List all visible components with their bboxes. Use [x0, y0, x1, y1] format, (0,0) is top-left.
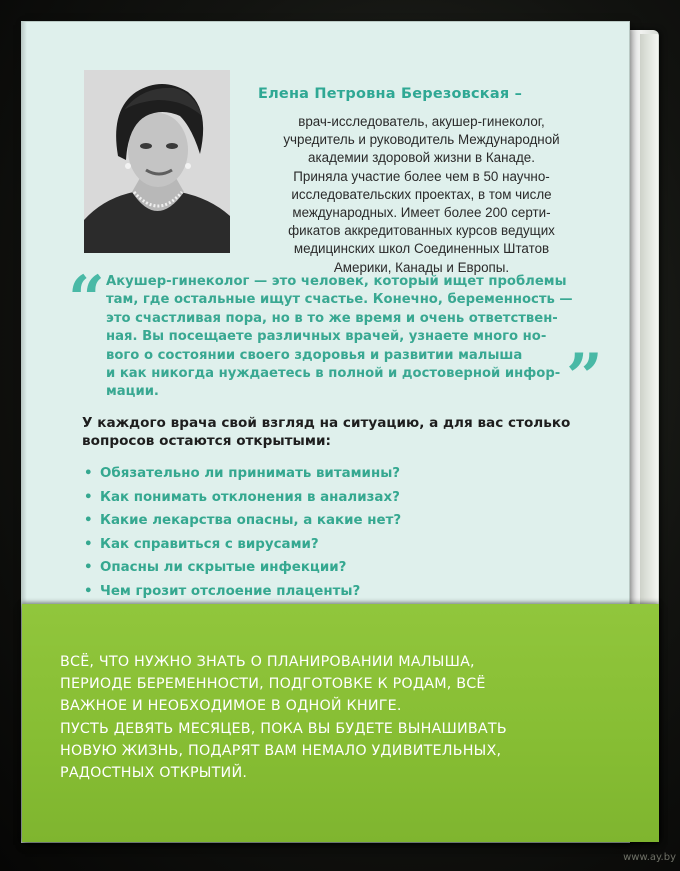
question-item	[84, 580, 584, 604]
question-item	[84, 462, 584, 486]
bullet-icon: •	[84, 513, 93, 529]
question-item	[84, 533, 584, 557]
quote-line: вого о состоянии своего здоровья и развитии малыша	[106, 347, 523, 363]
site-watermark: www.ay.by	[623, 852, 676, 863]
promo-line: ВСЁ, ЧТО НУЖНО ЗНАТЬ О ПЛАНИРОВАНИИ МАЛЫША,	[60, 654, 475, 670]
questions-intro-line: вопросов остаются открытыми:	[82, 433, 331, 450]
question-item	[84, 556, 584, 580]
author-bio	[244, 113, 599, 277]
question-text: Опасны ли скрытые инфекции?	[100, 560, 347, 576]
question-text: Чем грозит отслоение плаценты?	[100, 583, 361, 599]
bio-line: академии здоровой жизни в Канаде.	[308, 150, 535, 166]
quote-line: там, где остальные ищут счастье. Конечно, беременность —	[106, 292, 573, 308]
bio-line: международных. Имеет более 200 серти-	[292, 205, 551, 221]
bullet-icon: •	[84, 583, 93, 599]
quote-line: это счастливая пора, но в то же время и очень ответствен-	[106, 310, 558, 326]
author-name: Елена Петровна Березовская –	[258, 86, 523, 102]
quote-line: Акушер-гинеколог — это человек, который ищет проблемы	[106, 274, 567, 289]
bullet-icon: •	[84, 560, 93, 576]
bullet-icon: •	[84, 536, 93, 552]
question-item	[84, 509, 584, 533]
quote-line: и как никогда нуждаетесь в полной и достоверной инфор-	[106, 366, 561, 382]
bio-line: Америки, Канады и Европы.	[333, 259, 510, 275]
questions-intro	[82, 414, 602, 451]
question-text: Как справиться с вирусами?	[100, 536, 319, 552]
question-text: Какие лекарства опасны, а какие нет?	[100, 513, 402, 529]
bullet-icon: •	[84, 466, 93, 481]
quote-line: ная. Вы посещаете различных врачей, узнаете много но-	[106, 329, 547, 345]
questions-list	[84, 462, 584, 627]
bio-line: медицинских школ Соединенных Штатов	[293, 241, 550, 257]
quote-close-mark: ”	[566, 340, 603, 415]
question-item	[84, 486, 584, 510]
promo-line: ПЕРИОДЕ БЕРЕМЕННОСТИ, ПОДГОТОВКЕ К РОДАМ, ВСЁ	[60, 676, 486, 693]
bio-line: Приняла участие более чем в 50 научно-	[293, 168, 550, 184]
questions-intro-line: У каждого врача свой взгляд на ситуацию, а для вас столько	[82, 415, 571, 431]
question-text: Как понимать отклонения в анализах?	[100, 489, 400, 505]
quote-line: мации.	[106, 384, 159, 400]
author-portrait-drawing	[84, 70, 230, 253]
promo-text	[60, 651, 640, 784]
quote-open-mark: “	[68, 262, 105, 337]
bio-line: фикатов аккредитованных курсов ведущих	[288, 223, 555, 239]
promo-line: НОВУЮ ЖИЗНЬ, ПОДАРЯТ ВАМ НЕМАЛО УДИВИТЕЛЬНЫХ,	[60, 742, 502, 759]
bio-line: врач-исследователь, акушер-гинеколог,	[298, 114, 545, 129]
bio-line: учредитель и руководитель Международной	[283, 132, 560, 148]
bullet-icon: •	[84, 489, 93, 505]
question-text: Обязательно ли принимать витамины?	[100, 466, 401, 481]
promo-line: ПУСТЬ ДЕВЯТЬ МЕСЯЦЕВ, ПОКА ВЫ БУДЕТЕ ВЫНАШИВАТЬ	[60, 720, 507, 737]
author-quote	[106, 273, 576, 402]
promo-line: ВАЖНОЕ И НЕОБХОДИМОЕ В ОДНОЙ КНИГЕ.	[60, 698, 402, 715]
author-portrait	[84, 70, 230, 253]
bio-line: исследовательских проектах, в том числе	[291, 186, 552, 202]
promo-line: РАДОСТНЫХ ОТКРЫТИЙ.	[60, 765, 248, 782]
